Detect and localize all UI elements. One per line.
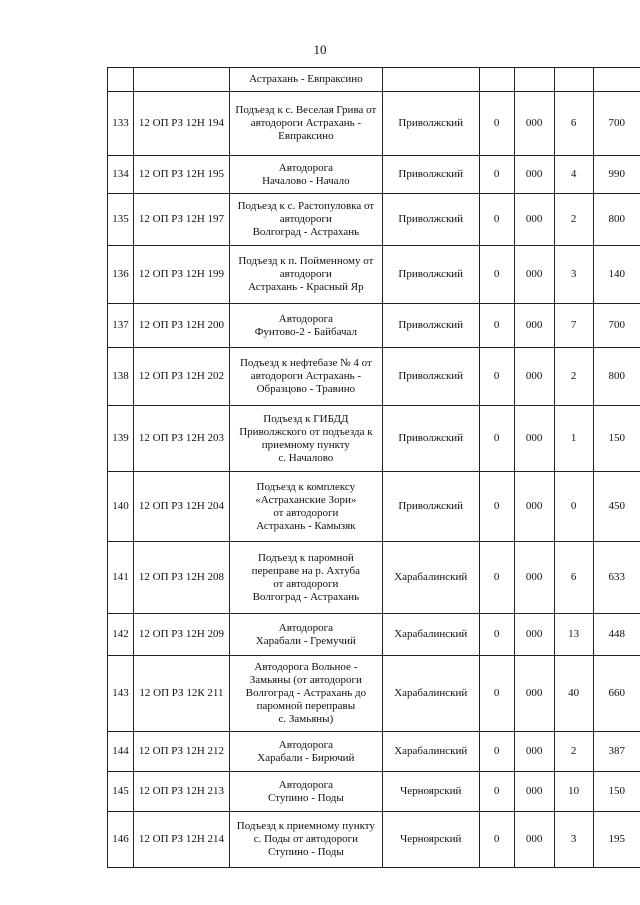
- table-row: [108, 194, 640, 246]
- road-name-cell: Автодорога Фунтово-2 - Байбачал: [229, 304, 382, 348]
- value-cell: 0: [479, 732, 514, 772]
- value-cell: 800: [593, 194, 640, 246]
- district-cell: Приволжский: [382, 472, 479, 542]
- road-code-cell: [133, 68, 229, 92]
- road-name-cell: Автодорога Ступино - Поды: [229, 772, 382, 812]
- value-cell: 3: [554, 246, 593, 304]
- value-cell: 6: [554, 542, 593, 614]
- table-row: [108, 92, 640, 156]
- table-row: [108, 772, 640, 812]
- road-code-cell: 12 ОП РЗ 12Н 202: [133, 348, 229, 406]
- value-cell: 2: [554, 348, 593, 406]
- row-number-cell: 143: [108, 656, 134, 732]
- road-code-cell: 12 ОП РЗ 12Н 214: [133, 812, 229, 868]
- road-code-cell: 12 ОП РЗ 12Н 197: [133, 194, 229, 246]
- table-body: [108, 68, 640, 868]
- row-number-cell: 144: [108, 732, 134, 772]
- value-cell: 700: [593, 92, 640, 156]
- value-cell: 450: [593, 472, 640, 542]
- value-cell: 0: [554, 472, 593, 542]
- district-cell: Черноярский: [382, 812, 479, 868]
- row-number-cell: 142: [108, 614, 134, 656]
- district-cell: Харабалинский: [382, 732, 479, 772]
- row-number-cell: 146: [108, 812, 134, 868]
- value-cell: 150: [593, 406, 640, 472]
- value-cell: 000: [514, 92, 554, 156]
- value-cell: 0: [479, 92, 514, 156]
- page-number: 10: [313, 42, 327, 57]
- value-cell: 6: [554, 92, 593, 156]
- road-code-cell: 12 ОП РЗ 12Н 212: [133, 732, 229, 772]
- value-cell: 150: [593, 772, 640, 812]
- value-cell: 990: [593, 156, 640, 194]
- road-name-cell: Подъезд к нефтебазе № 4 от автодороги Астрахань - Образцово - Травино: [229, 348, 382, 406]
- value-cell: 0: [479, 304, 514, 348]
- value-cell: 000: [514, 656, 554, 732]
- table-row: [108, 542, 640, 614]
- road-name-cell: Подъезд к приемному пункту с. Поды от автодороги Ступино - Поды: [229, 812, 382, 868]
- value-cell: 0: [479, 542, 514, 614]
- district-cell: Приволжский: [382, 92, 479, 156]
- row-number-cell: 140: [108, 472, 134, 542]
- district-cell: Черноярский: [382, 772, 479, 812]
- value-cell: 1: [554, 406, 593, 472]
- district-cell: Приволжский: [382, 194, 479, 246]
- value-cell: 387: [593, 732, 640, 772]
- value-cell: 448: [593, 614, 640, 656]
- road-code-cell: 12 ОП РЗ 12Н 209: [133, 614, 229, 656]
- value-cell: 0: [479, 614, 514, 656]
- value-cell: 0: [479, 406, 514, 472]
- value-cell: 0: [479, 194, 514, 246]
- value-cell: 140: [593, 246, 640, 304]
- value-cell: 700: [593, 304, 640, 348]
- value-cell: 0: [479, 156, 514, 194]
- road-name-cell: Автодорога Вольное - Замьяны (от автодороги Волгоград - Астрахань до паромной переправы с. Замьяны): [229, 656, 382, 732]
- road-name-cell: Астрахань - Евпраксино: [229, 68, 382, 92]
- value-cell: 000: [514, 812, 554, 868]
- value-cell: 10: [554, 772, 593, 812]
- road-code-cell: 12 ОП РЗ 12Н 213: [133, 772, 229, 812]
- value-cell: 13: [554, 614, 593, 656]
- value-cell: 0: [479, 348, 514, 406]
- value-cell: 633: [593, 542, 640, 614]
- road-name-cell: Подъезд к с. Веселая Грива от автодороги Астрахань - Евпраксино: [229, 92, 382, 156]
- district-cell: Приволжский: [382, 304, 479, 348]
- value-cell: 7: [554, 304, 593, 348]
- value-cell: 800: [593, 348, 640, 406]
- value-cell: 660: [593, 656, 640, 732]
- value-cell: 0: [479, 472, 514, 542]
- road-name-cell: Автодорога Началово - Начало: [229, 156, 382, 194]
- district-cell: Харабалинский: [382, 656, 479, 732]
- value-cell: 000: [514, 246, 554, 304]
- value-cell: 40: [554, 656, 593, 732]
- road-code-cell: 12 ОП РЗ 12Н 199: [133, 246, 229, 304]
- value-cell: 4: [554, 156, 593, 194]
- table-row: [108, 732, 640, 772]
- value-cell: 0: [479, 772, 514, 812]
- road-code-cell: 12 ОП РЗ 12Н 200: [133, 304, 229, 348]
- value-cell: 195: [593, 812, 640, 868]
- road-name-cell: Автодорога Харабали - Гремучий: [229, 614, 382, 656]
- table-row: [108, 246, 640, 304]
- value-cell: [479, 68, 514, 92]
- district-cell: Харабалинский: [382, 614, 479, 656]
- value-cell: 0: [479, 656, 514, 732]
- value-cell: 000: [514, 772, 554, 812]
- row-number-cell: 135: [108, 194, 134, 246]
- district-cell: Приволжский: [382, 156, 479, 194]
- value-cell: 000: [514, 732, 554, 772]
- row-number-cell: 134: [108, 156, 134, 194]
- table-row: [108, 614, 640, 656]
- value-cell: 000: [514, 614, 554, 656]
- road-name-cell: Подъезд к ГИБДД Приволжского от подъезда к приемному пункту с. Началово: [229, 406, 382, 472]
- road-code-cell: 12 ОП РЗ 12Н 194: [133, 92, 229, 156]
- table-row: [108, 812, 640, 868]
- row-number-cell: 137: [108, 304, 134, 348]
- value-cell: 000: [514, 542, 554, 614]
- value-cell: 000: [514, 472, 554, 542]
- value-cell: 000: [514, 304, 554, 348]
- road-code-cell: 12 ОП РЗ 12Н 195: [133, 156, 229, 194]
- road-name-cell: Автодорога Харабали - Бирючий: [229, 732, 382, 772]
- roads-table: [107, 67, 640, 868]
- row-number-cell: 145: [108, 772, 134, 812]
- road-name-cell: Подъезд к с. Растопуловка от автодороги Волгоград - Астрахань: [229, 194, 382, 246]
- row-number-cell: 139: [108, 406, 134, 472]
- table-row: [108, 68, 640, 92]
- value-cell: [514, 68, 554, 92]
- district-cell: Приволжский: [382, 406, 479, 472]
- value-cell: 2: [554, 194, 593, 246]
- row-number-cell: 141: [108, 542, 134, 614]
- road-code-cell: 12 ОП РЗ 12Н 208: [133, 542, 229, 614]
- table-row: [108, 304, 640, 348]
- value-cell: [554, 68, 593, 92]
- value-cell: 000: [514, 156, 554, 194]
- value-cell: 0: [479, 812, 514, 868]
- table-row: [108, 156, 640, 194]
- district-cell: Приволжский: [382, 246, 479, 304]
- road-code-cell: 12 ОП РЗ 12К 211: [133, 656, 229, 732]
- value-cell: 000: [514, 348, 554, 406]
- row-number-cell: [108, 68, 134, 92]
- value-cell: 3: [554, 812, 593, 868]
- table-row: [108, 656, 640, 732]
- road-name-cell: Подъезд к комплексу «Астраханские Зори» от автодороги Астрахань - Камызяк: [229, 472, 382, 542]
- district-cell: Приволжский: [382, 348, 479, 406]
- table-row: [108, 406, 640, 472]
- value-cell: 0: [479, 246, 514, 304]
- table-row: [108, 348, 640, 406]
- value-cell: 000: [514, 406, 554, 472]
- road-code-cell: 12 ОП РЗ 12Н 203: [133, 406, 229, 472]
- value-cell: [593, 68, 640, 92]
- road-code-cell: 12 ОП РЗ 12Н 204: [133, 472, 229, 542]
- road-name-cell: Подъезд к паромной переправе на р. Ахтуба от автодороги Волгоград - Астрахань: [229, 542, 382, 614]
- row-number-cell: 133: [108, 92, 134, 156]
- row-number-cell: 136: [108, 246, 134, 304]
- table-row: [108, 472, 640, 542]
- value-cell: 2: [554, 732, 593, 772]
- road-name-cell: Подъезд к п. Пойменному от автодороги Астрахань - Красный Яр: [229, 246, 382, 304]
- row-number-cell: 138: [108, 348, 134, 406]
- district-cell: Харабалинский: [382, 542, 479, 614]
- value-cell: 000: [514, 194, 554, 246]
- district-cell: [382, 68, 479, 92]
